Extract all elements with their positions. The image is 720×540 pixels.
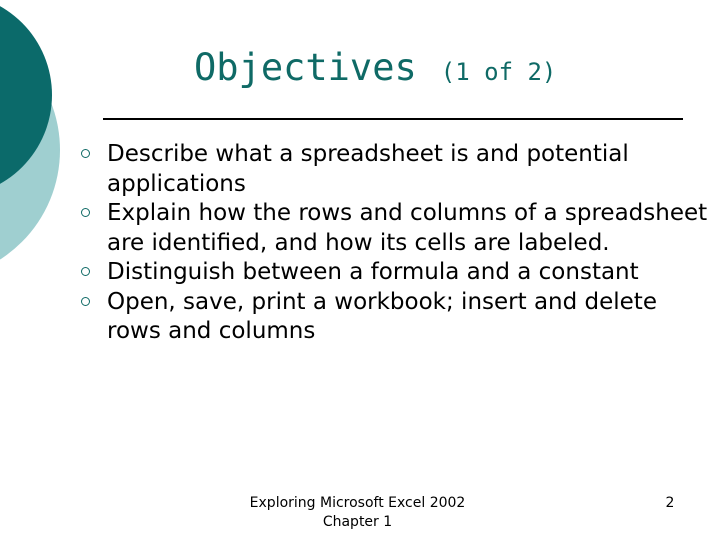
bullet-item — [0, 258, 720, 288]
bullet-item — [0, 288, 720, 347]
hollow-circle-bullet-icon — [81, 208, 90, 217]
bullet-text: Open, save, print a workbook; insert and delete rows and columns — [107, 288, 657, 344]
footer-book-title: Exploring Microsoft Excel 2002 — [249, 495, 466, 511]
page-number: 2 — [665, 495, 675, 511]
title-underline-divider — [103, 118, 683, 120]
slide-title-main: Objectives — [194, 46, 417, 89]
footer-source — [210, 494, 505, 532]
hollow-circle-bullet-icon — [81, 267, 90, 276]
bullet-text: Distinguish between a formula and a constant — [107, 259, 639, 285]
footer-chapter: Chapter 1 — [322, 514, 393, 530]
bullet-item — [0, 199, 720, 258]
slide-title — [194, 44, 556, 99]
bullet-text: Describe what a spreadsheet is and potential applications — [107, 141, 629, 197]
hollow-circle-bullet-icon — [81, 297, 90, 306]
slide-title-part-indicator: (1 of 2) — [440, 58, 557, 86]
bullet-item — [0, 140, 720, 199]
bullet-text: Explain how the rows and columns of a spreadsheet are identified, and how its cells are labeled. — [107, 200, 708, 256]
hollow-circle-bullet-icon — [81, 149, 90, 158]
objectives-bullet-list — [0, 140, 720, 347]
